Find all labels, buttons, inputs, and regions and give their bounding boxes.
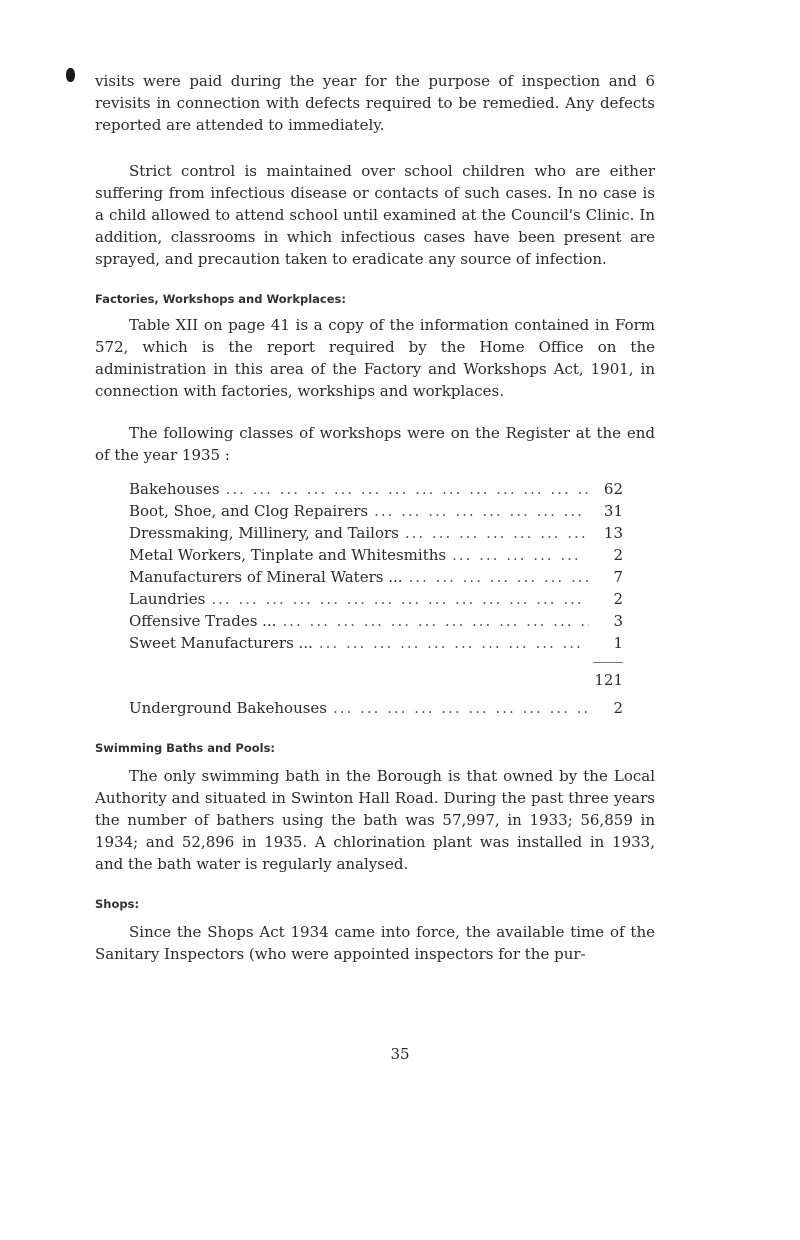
heading-factories: Factories, Workshops and Workplaces: xyxy=(95,292,346,306)
list-item xyxy=(129,500,623,522)
workshop-label: Dressmaking, Millinery, and Tailors xyxy=(129,524,399,542)
workshop-count: 2 xyxy=(613,546,623,564)
list-item xyxy=(129,588,623,610)
workshop-label: Bakehouses xyxy=(129,480,220,498)
heading-swimming: Swimming Baths and Pools: xyxy=(95,741,276,755)
workshop-count: 7 xyxy=(613,568,623,586)
workshop-count: 13 xyxy=(603,524,623,542)
total-rule xyxy=(593,662,623,663)
underground-count: 2 xyxy=(613,699,623,717)
workshop-label: Offensive Trades ... xyxy=(129,612,277,630)
leader-dots xyxy=(333,697,589,719)
leader-dots xyxy=(226,478,589,500)
workshop-count: 31 xyxy=(603,502,623,520)
list-item xyxy=(129,522,623,544)
heading-shops: Shops: xyxy=(95,897,140,911)
paragraph-inspections: visits were paid during the year for the purpose of inspection and 6 revisits in connection with defects required to be remedied. Any defects reported are attended to immediately. xyxy=(95,72,655,134)
leader-dots xyxy=(319,632,589,654)
paragraph-shops: Since the Shops Act 1934 came into force, the available time of the Sanitary Inspectors (who were appointed inspectors for the pur- xyxy=(95,923,655,963)
workshop-count: 1 xyxy=(613,634,623,652)
list-item xyxy=(129,478,623,500)
paragraph-workshop-classes: The following classes of workshops were on the Register at the end of the year 1935 : xyxy=(95,424,655,464)
paragraph-school-control: Strict control is maintained over school children who are either suffering from infectious disease or contacts of such cases. In no case is a child allowed to attend school until examined at the Council's Clinic. In addition, classrooms in which infectious cases have been present are sprayed, and precaution taken to eradicate any source of infection. xyxy=(95,162,655,268)
margin-mark xyxy=(66,68,75,82)
leader-dots xyxy=(405,522,589,544)
underground-row xyxy=(129,697,623,719)
underground-label: Underground Bakehouses xyxy=(129,699,328,717)
workshops-total: 121 xyxy=(594,671,623,689)
workshop-count: 62 xyxy=(603,480,623,498)
leader-dots xyxy=(409,566,589,588)
leader-dots xyxy=(211,588,589,610)
workshop-count: 3 xyxy=(613,612,623,630)
paragraph-swimming: The only swimming bath in the Borough is that owned by the Local Authority and situated in Swinton Hall Road. During the past three years the number of bathers using the bath was 57,997, in 1933; 56,859 in 1934; and 52,896 in 1935. A chlorination plant was installed in 1933, and the bath water is regularly analysed. xyxy=(95,767,655,873)
list-item xyxy=(129,566,623,588)
leader-dots xyxy=(282,610,589,632)
workshop-list xyxy=(129,478,623,719)
paragraph-table-xii: Table XII on page 41 is a copy of the information contained in Form 572, which is the report required by the Home Office on the administration in this area of the Factory and Workshops Act, 1901, in connection with factories, workships and workplaces. xyxy=(95,316,655,400)
leader-dots xyxy=(374,500,589,522)
workshop-label: Manufacturers of Mineral Waters ... xyxy=(129,568,403,586)
workshop-count: 2 xyxy=(613,590,623,608)
list-item xyxy=(129,610,623,632)
list-item xyxy=(129,544,623,566)
workshop-label: Boot, Shoe, and Clog Repairers xyxy=(129,502,369,520)
list-item xyxy=(129,632,623,654)
page-number: 35 xyxy=(390,1045,410,1063)
workshop-label: Laundries xyxy=(129,590,206,608)
workshop-label: Metal Workers, Tinplate and Whitesmiths xyxy=(129,546,447,564)
workshop-label: Sweet Manufacturers ... xyxy=(129,634,313,652)
page-body xyxy=(95,70,655,965)
leader-dots xyxy=(452,544,589,566)
